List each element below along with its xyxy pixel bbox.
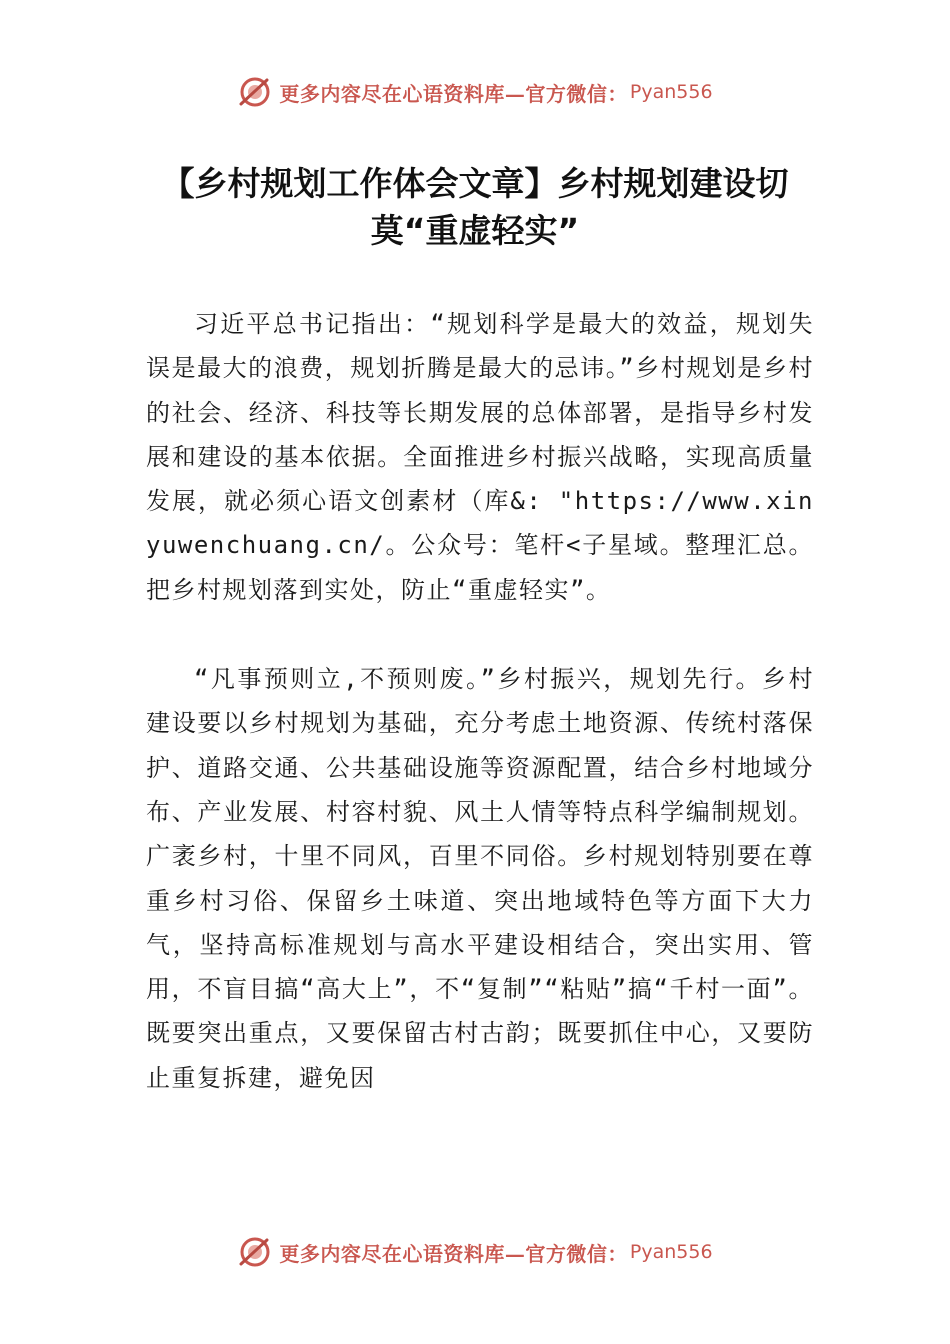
paragraph-1: 习近平总书记指出：“规划科学是最大的效益，规划失误是最大的浪费，规划折腾是最大的忌讳。”乡村规划是乡村的社会、经济、科技等长期发展的总体部署，是指导乡村发展和建设的基本依据。全面推进乡村振兴战略，实现高质量发展，就必须心语文创素材（库&: "https://www.xinyuwenchuang.cn/。公众号：笔杆<子星域。整理汇总。把乡村规划落到实处，防止“重虚轻实”。 — [146, 310, 814, 604]
library-logo-icon — [237, 74, 273, 110]
library-logo-icon — [237, 1234, 273, 1270]
banner-wechat-id: Pyan556 — [629, 1241, 713, 1263]
banner-text: 更多内容尽在心语资料库—官方微信： — [279, 81, 628, 106]
banner-wechat-id: Pyan556 — [629, 81, 713, 103]
header-banner — [0, 72, 950, 112]
document-body — [146, 302, 814, 1145]
footer-banner — [0, 1232, 950, 1272]
paragraph-2: “凡事预则立,不预则废。”乡村振兴，规划先行。乡村建设要以乡村规划为基础，充分考虑土地资源、传统村落保护、道路交通、公共基础设施等资源配置，结合乡村地域分布、产业发展、村容村貌、风土人情等特点科学编制规划。广袤乡村，十里不同风，百里不同俗。乡村规划特别要在尊重乡村习俗、保留乡土味道、突出地域特色等方面下大力气，坚持高标准规划与高水平建设相结合，突出实用、管用，不盲目搞“高大上”，不“复制”“粘贴”搞“千村一面”。既要突出重点，又要保留古村古韵；既要抓住中心，又要防止重复拆建，避免因 — [146, 665, 814, 1092]
document-title: 【乡村规划工作体会文章】乡村规划建设切莫“重虚轻实” — [161, 164, 789, 250]
banner-text: 更多内容尽在心语资料库—官方微信： — [279, 1241, 628, 1266]
